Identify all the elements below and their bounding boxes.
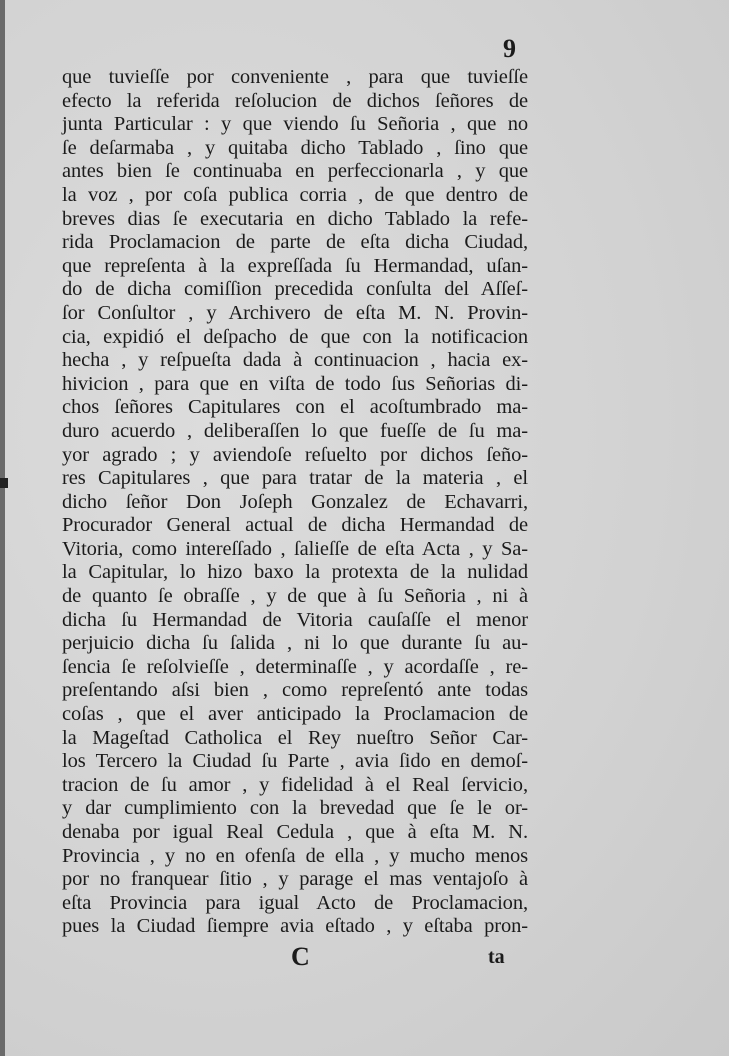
text-line: tracion de ſu amor , y fidelidad à el Real ſervicio,: [62, 773, 528, 796]
text-line: de quanto ſe obraſſe , y de que à ſu Señoria , ni à: [62, 585, 528, 608]
text-line: que repreſenta à la expreſſada ſu Hermandad, uſan-: [62, 254, 528, 277]
scan-edge: [0, 0, 5, 1056]
text-line: la Mageſtad Catholica el Rey nueſtro Señor Car-: [62, 726, 528, 749]
text-line: por no franquear ſitio , y parage el mas ventajoſo à: [62, 868, 528, 891]
text-line: antes bien ſe continuaba en perfeccionarla , y que: [62, 160, 528, 183]
text-line: do de dicha comiſſion precedida conſulta del Aſſeſ-: [62, 278, 528, 301]
text-line: dicha ſu Hermandad de Vitoria cauſaſſe el menor: [62, 608, 528, 631]
body-text: [62, 66, 528, 939]
text-line: duro acuerdo , deliberaſſen lo que fueſſe de ſu ma-: [62, 419, 528, 442]
text-line: coſas , que el aver anticipado la Proclamacion de: [62, 703, 528, 726]
text-line: ſe deſarmaba , y quitaba dicho Tablado , ſino que: [62, 136, 528, 159]
margin-mark: [0, 478, 8, 488]
text-line: que tuvieſſe por conveniente , para que tuvieſſe: [62, 66, 528, 88]
catchword: ta: [488, 946, 505, 968]
text-line: ſor Conſultor , y Archivero de eſta M. N. Provin-: [62, 301, 528, 324]
text-line: chos ſeñores Capitulares con el acoſtumbrado ma-: [62, 396, 528, 419]
text-line: breves dias ſe executaria en dicho Tablado la refe-: [62, 207, 528, 230]
text-line: hecha , y reſpueſta dada à continuacion , hacia ex-: [62, 349, 528, 372]
text-line: la voz , por coſa publica corria , de que dentro de: [62, 183, 528, 206]
text-line: perjuicio dicha ſu ſalida , ni lo que durante ſu au-: [62, 632, 528, 655]
text-line: yor agrado ; y aviendoſe reſuelto por dichos ſeño-: [62, 443, 528, 466]
text-line: efecto la referida reſolucion de dichos ſeñores de: [62, 89, 528, 112]
text-line: hivicion , para que en viſta de todo ſus Señorias di-: [62, 372, 528, 395]
text-line: dicho ſeñor Don Joſeph Gonzalez de Echavarri,: [62, 490, 528, 513]
text-line: rida Proclamacion de parte de eſta dicha Ciudad,: [62, 231, 528, 254]
text-line: cia, expidió el deſpacho de que con la notificacion: [62, 325, 528, 348]
text-line: pues la Ciudad ſiempre avia eſtado , y eſtaba pron-: [62, 915, 528, 938]
text-line: preſentando aſsi bien , como repreſentó ante todas: [62, 679, 528, 702]
signature-mark: C: [291, 942, 310, 971]
page-number: 9: [503, 34, 516, 63]
text-line: Vitoria, como intereſſado , ſalieſſe de eſta Acta , y Sa-: [62, 537, 528, 560]
text-line: Procurador General actual de dicha Hermandad de: [62, 514, 528, 537]
text-line: res Capitulares , que para tratar de la materia , el: [62, 467, 528, 490]
text-line: los Tercero la Ciudad ſu Parte , avia ſido en demoſ-: [62, 750, 528, 773]
text-line: Provincia , y no en ofenſa de ella , y mucho menos: [62, 844, 528, 867]
text-line: y dar cumplimiento con la brevedad que ſe le or-: [62, 797, 528, 820]
text-line: ſencia ſe reſolvieſſe , determinaſſe , y acordaſſe , re-: [62, 655, 528, 678]
text-line: junta Particular : y que viendo ſu Señoria , que no: [62, 113, 528, 136]
text-line: eſta Provincia para igual Acto de Proclamacion,: [62, 891, 528, 914]
text-line: la Capitular, lo hizo baxo la protexta de la nulidad: [62, 561, 528, 584]
text-line: denaba por igual Real Cedula , que à eſta M. N.: [62, 821, 528, 843]
